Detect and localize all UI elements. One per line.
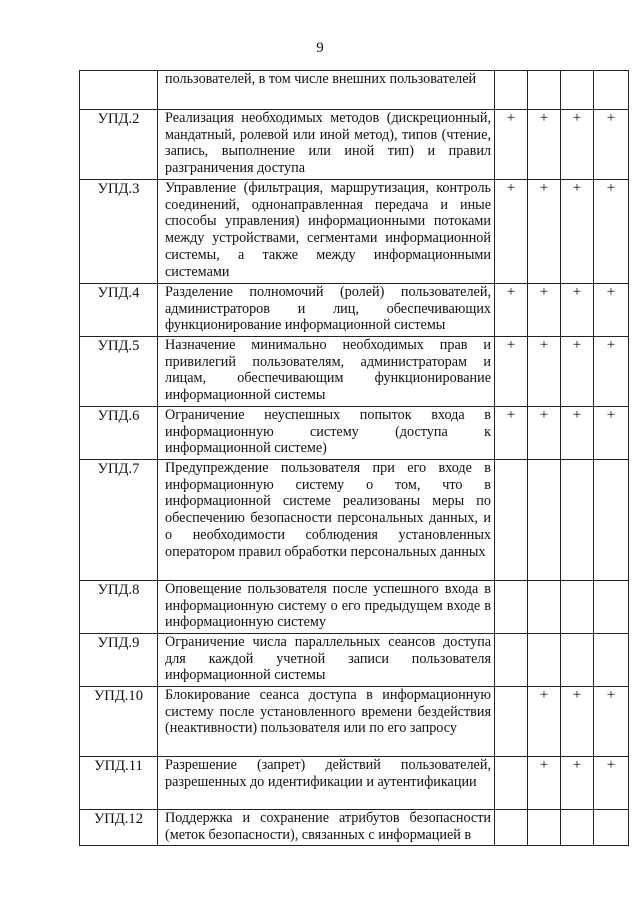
class-3-mark: + — [561, 757, 594, 810]
table-row — [80, 460, 629, 581]
table-row — [80, 71, 629, 110]
measure-description — [158, 110, 495, 180]
class-1-mark: + — [495, 407, 528, 460]
measure-text: Ограничение числа параллельных сеансов доступа для каждой учетной записи пользователя информационной системы — [165, 634, 491, 684]
measure-code: УПД.10 — [80, 687, 158, 757]
class-2-mark: + — [528, 407, 561, 460]
measure-code: УПД.9 — [80, 634, 158, 687]
class-2-mark: + — [528, 337, 561, 407]
table-row — [80, 757, 629, 810]
security-measures-table — [79, 70, 629, 846]
class-2-mark: + — [528, 284, 561, 337]
table-row — [80, 687, 629, 757]
class-3-mark — [561, 460, 594, 581]
class-4-mark: + — [594, 407, 629, 460]
class-3-mark: + — [561, 407, 594, 460]
class-4-mark — [594, 634, 629, 687]
class-2-mark — [528, 71, 561, 110]
measure-code: УПД.2 — [80, 110, 158, 180]
class-4-mark: + — [594, 757, 629, 810]
class-3-mark: + — [561, 687, 594, 757]
class-3-mark — [561, 810, 594, 846]
class-1-mark: + — [495, 180, 528, 284]
measure-text: Реализация необходимых методов (дискреционный, мандатный, ролевой или иной метод), типов (чтение, запись, выполнение или иной тип) и правил разграничения доступа — [165, 110, 491, 177]
class-1-mark — [495, 687, 528, 757]
class-4-mark — [594, 71, 629, 110]
measure-code: УПД.6 — [80, 407, 158, 460]
class-1-mark — [495, 581, 528, 634]
measure-text: пользователей, в том числе внешних пользователей — [165, 71, 477, 87]
table-row — [80, 110, 629, 180]
class-2-mark — [528, 810, 561, 846]
measure-code: УПД.4 — [80, 284, 158, 337]
measure-text: Ограничение неуспешных попыток входа в информационную систему (доступа к информационной системе) — [165, 407, 491, 457]
class-1-mark — [495, 634, 528, 687]
class-3-mark: + — [561, 110, 594, 180]
measure-description — [158, 71, 495, 110]
class-3-mark — [561, 71, 594, 110]
measure-description — [158, 337, 495, 407]
class-1-mark: + — [495, 284, 528, 337]
class-4-mark — [594, 581, 629, 634]
measure-text: Блокирование сеанса доступа в информационную систему после установленного времени бездействия (неактивности) пользователя или по его запросу — [165, 687, 491, 737]
class-2-mark: + — [528, 110, 561, 180]
class-3-mark: + — [561, 284, 594, 337]
class-3-mark — [561, 634, 594, 687]
class-2-mark: + — [528, 687, 561, 757]
table-row — [80, 407, 629, 460]
table-row — [80, 180, 629, 284]
measure-code: УПД.12 — [80, 810, 158, 846]
class-1-mark — [495, 757, 528, 810]
table-row — [80, 634, 629, 687]
class-2-mark: + — [528, 180, 561, 284]
class-2-mark: + — [528, 757, 561, 810]
table-row — [80, 337, 629, 407]
measure-description — [158, 810, 495, 846]
class-4-mark: + — [594, 337, 629, 407]
class-3-mark: + — [561, 180, 594, 284]
class-1-mark: + — [495, 337, 528, 407]
measure-code: УПД.11 — [80, 757, 158, 810]
measure-text: Управление (фильтрация, маршрутизация, контроль соединений, однонаправленная передача и иные способы управления) информационными потоками между устройствами, сегментами информационной системы, а также между информационными системами — [165, 180, 491, 280]
table-row — [80, 581, 629, 634]
page-number: 9 — [316, 40, 324, 56]
class-4-mark: + — [594, 180, 629, 284]
class-1-mark — [495, 810, 528, 846]
class-1-mark: + — [495, 110, 528, 180]
table-row — [80, 810, 629, 846]
measure-description — [158, 757, 495, 810]
measure-text: Назначение минимально необходимых прав и привилегий пользователям, администраторам и лицам, обеспечивающим функционирование информационной системы — [165, 337, 491, 404]
measure-text: Разделение полномочий (ролей) пользователей, администраторов и лиц, обеспечивающих функционирование информационной системы — [165, 284, 491, 334]
measure-code: УПД.7 — [80, 460, 158, 581]
class-1-mark — [495, 71, 528, 110]
measure-code: УПД.5 — [80, 337, 158, 407]
measure-code — [80, 71, 158, 110]
class-3-mark: + — [561, 337, 594, 407]
class-3-mark — [561, 581, 594, 634]
measure-code: УПД.8 — [80, 581, 158, 634]
measure-text: Предупреждение пользователя при его входе в информационную систему о том, что в информационной системе реализованы меры по обеспечению безопасности персональных данных, и о необходимости соблюдения установленных оператором правил обработки персональных данных — [165, 460, 491, 560]
class-4-mark: + — [594, 110, 629, 180]
measure-description — [158, 407, 495, 460]
class-2-mark — [528, 634, 561, 687]
class-1-mark — [495, 460, 528, 581]
measure-description — [158, 634, 495, 687]
measure-description — [158, 687, 495, 757]
measure-description — [158, 581, 495, 634]
measure-text: Оповещение пользователя после успешного входа в информационную систему о его предыдущем входе в информационную систему — [165, 581, 491, 631]
table-row — [80, 284, 629, 337]
measure-description — [158, 284, 495, 337]
measure-description — [158, 180, 495, 284]
class-2-mark — [528, 460, 561, 581]
class-4-mark: + — [594, 687, 629, 757]
measure-description — [158, 460, 495, 581]
class-4-mark: + — [594, 284, 629, 337]
class-4-mark — [594, 460, 629, 581]
measure-code: УПД.3 — [80, 180, 158, 284]
table-body — [80, 71, 629, 846]
measure-text: Разрешение (запрет) действий пользователей, разрешенных до идентификации и аутентификации — [165, 757, 491, 790]
measure-text: Поддержка и сохранение атрибутов безопасности (меток безопасности), связанных с информацией в — [165, 810, 491, 843]
class-2-mark — [528, 581, 561, 634]
class-4-mark — [594, 810, 629, 846]
